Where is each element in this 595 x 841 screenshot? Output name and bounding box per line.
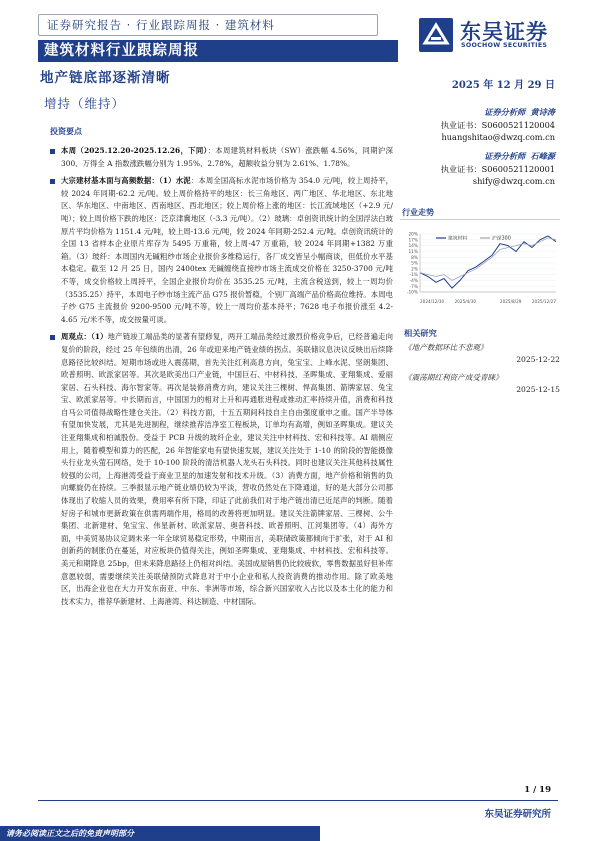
footer-disclaimer: 请务必阅读正文之后的免责声明部分 [0, 826, 320, 841]
bullet-text: ：本周建筑材料板块（SW）涨跌幅 4.56%，同期沪深 300、万得全 A 指数涨跌幅分别为 1.95%、2.78%，超额收益分别为 2.61%、1.78%。 [61, 146, 394, 168]
report-category-tag: 证券研究报告 · 行业跟踪周报 · 建筑材料 [38, 14, 378, 36]
y-tick-label: -4% [409, 279, 418, 284]
y-tick-label: 17% [408, 238, 418, 244]
y-tick-label: 14% [408, 244, 418, 250]
bullet-lead: 大宗建材基本面与高频数据：（1）水泥 [61, 176, 191, 186]
related-title: 相关研究 [404, 328, 437, 338]
x-tick-label: 2025/4/30 [454, 299, 477, 304]
trend-chart [400, 230, 560, 306]
y-tick-label: 8% [411, 255, 418, 261]
related-item-title[interactable]: 《震荡期红利资产成受青睐》 [404, 373, 503, 382]
analyst-email[interactable]: huangshitao@dwzq.com.cn [441, 132, 555, 142]
bullet-text: ：本周全国高标水泥市场价格为 354.0 元/吨，较上周持平，较 2024 年同期-62.2 元/吨。较上周价格持平的地区：长三角地区、两广地区、华北地区、东北地区、华东地区、中南地区、西南地区、西北地区；较上周价格上涨的地区：长江流域地区（+2.9 元/吨）；较上周价格下跌的地区：泛京津冀地区（-3.3 元/吨）。（2）玻璃：卓创资讯统计的全国浮法白玻原片平均价格为 1151.4 元/吨，较上周-13.6 元/吨，较 2024 年同期-252.4 元/吨。卓创资讯统计的全国 13 省样本企业原片库存为 5495 万重箱，较上周-47 万重箱，较 2024 年同期+1382 万重箱。（3）玻纤：本周国内无碱粗纱市场企业报价多维稳运行，各厂成交皆呈小幅商谈，但低价水平基本稳定。截至 12 月 25 日，国内 2400tex 无碱缠绕直接纱市场主流成交价格在 3250-3700 元/吨不等，成交价格较上周持平，全国企业报价均价在 3535.25 元/吨，主流含税送到，较上一周均价（3535.25）持平，本周电子纱市场主流产品 G75 报价暂稳，个别厂高端产品价格高位维持。本周电子纱 G75 主流报价 9200-9500 元/吨不等，较上一周均价基本持平；7628 电子布报价涨至 4.2-4.65 元/米不等，成交按量可谈。 [61, 176, 394, 324]
footer-divider [38, 800, 558, 801]
y-tick-label: -1% [409, 273, 418, 279]
company-logo [418, 15, 568, 55]
y-tick-label: -10% [406, 290, 418, 296]
logo-mark-icon [418, 17, 454, 53]
legend-label: 建筑材料 [448, 236, 468, 242]
bullet-weekly-performance [50, 145, 393, 170]
analyst-cert: 执业证书：S0600521120004 [440, 119, 555, 130]
analyst-role: 证券分析师 [484, 151, 526, 161]
analyst-name: 黄诗涛 [530, 107, 555, 117]
analyst-block-1 [441, 106, 555, 144]
x-tick-label: 2025/8/29 [499, 299, 522, 304]
y-tick-label: 2% [411, 267, 418, 273]
related-item-date: 2025-12-22 [516, 355, 560, 364]
related-research [404, 327, 560, 402]
analyst-block-2 [441, 150, 555, 188]
investment-highlights [50, 126, 393, 613]
related-item-date: 2025-12-15 [516, 385, 560, 394]
rating-label: 增持（维持） [44, 96, 126, 111]
related-item-title[interactable]: 《地产数据环比不悲观》 [404, 343, 488, 352]
x-tick-label: 2024/12/30 [420, 299, 445, 304]
x-tick-label: 2025/12/27 [531, 299, 556, 304]
y-tick-label: 11% [408, 250, 418, 255]
bullet-lead: 周观点：（1） [61, 332, 108, 342]
logo-text: 东吴证券 [460, 20, 548, 44]
bullet-lead: 本周（2025.12.20-2025.12.26，下同） [61, 146, 208, 155]
trend-title: 行业走势 [402, 208, 434, 217]
y-tick-label: 20% [408, 232, 418, 238]
analyst-name: 石峰源 [530, 151, 555, 161]
page-number: 1 / 19 [524, 785, 551, 795]
analyst-email[interactable]: shify@dwzq.com.cn [472, 176, 555, 186]
report-title: 建筑材料行业跟踪周报 [38, 40, 398, 62]
bullet-text: 地产链竣工端品类的显著有望修复，两开工端品类经过激烈价格竞争后，已经普遍走向复价的阶段，经过 25 年包绩的出清，26 年或迎来地产链业绩的拐点。美联储议息决议反映出后续降息路径比较纠结。短期市场或进入震荡期，首先关注红利高息方向，兔宝宝、上峰水泥、坚朗集团、欧普照明、欧派家居等。其次是欧美出口产业链，中国巨石、中材科技、圣晖集成、亚翔集成、爱丽家居、石头科技、海尔智家等。再次是装修消费方向，建议关注三棵树、悍高集团、箭牌家居、兔宝宝、欧派家居等。中长期而言，中国国力的相对上升和再通胀进程或推动汇率持续升值，消费和科技自马公司值得战略性建仓关注。（2）科技方面，十五五期间科技自主自由强度重申之重。国产半导体有望加快发展，尤其是先进制程，继续推荐洁净室工程板块，订单均有高增，例如圣晖集成。建议关注亚翔集成和柏诚股份。受益于 PCB 升级的玻纤企业，建议关注中材科技、宏和科技等。AI 端侧应用上，随着模型和算力的匹配，26 年智能家电有望快速发展，建议关注处于 1-10 的阶段的智能摄像头行业龙头萤石网络，处于 10-100 阶段的清洁机器人龙头石头科技。同时也建议关注其他科技属性较强的公司，上海港湾受益于商业卫星的加速发射和技术升级。（3）消费方面，地产价格和销售的负向螺旋仍在持续。三季报显示地产链业绩仍较为平淡，营收仍然处在下降通道，好的是大部分公司都体现出了收缩人员的效果，费用率有所下降，印证了此前我们对于地产链出清已近尾声的判断。随着好房子和城市更新政策在供需两端作用，格局的改善将更加明显。建议关注箭牌家居、三棵树、公牛集团、北新建材、兔宝宝、伟星新材、欧派家居、奥普科技、欧普照明、江河集团等。（4）海外方面，中美贸易协议定调未来一年全球贸易稳定形势，中期而言，美联储政策都倾向于扩张，对于 AI 和创新药的制胀仍在蔓延，对应板块仍值得关注，例如圣晖集成、亚翔集成、中材科技、宏和科技等。美元和期降息 25bp，但未来降息路径上仍相对纠结。美国成屋销售仍比较疲软，零售数据虽好但补库意愿较弱，需要继续关注美联储预防式降息对于中小企业和私人投资消费的推动作用。除了欧美地区，出海企业也在大力开发东南亚、中东、非洲等市场，综合新兴国家收入占比以及本土化的能力和技术实力，推荐华新建材、上海港湾、科达制造、中材国际。 [61, 332, 393, 606]
report-subtitle: 地产链底部逐渐清晰 [40, 70, 171, 86]
footer-institute: 东吴证券研究所 [484, 809, 551, 820]
bullet-building-materials-data [50, 175, 393, 326]
report-date: 2025 年 12 月 29 日 [451, 80, 555, 91]
series-line-csi300 [420, 238, 556, 281]
analyst-cert: 执业证书：S0600521120001 [440, 163, 555, 174]
y-tick-label: -7% [409, 284, 418, 290]
legend-label: 沪深300 [492, 236, 511, 242]
section-title: 投资要点 [50, 127, 82, 136]
analyst-role: 证券分析师 [484, 107, 526, 117]
y-tick-label: 5% [411, 261, 418, 267]
logo-subtext: SOOCHOW SECURITIES [461, 42, 548, 49]
bullet-weekly-view [50, 331, 393, 608]
